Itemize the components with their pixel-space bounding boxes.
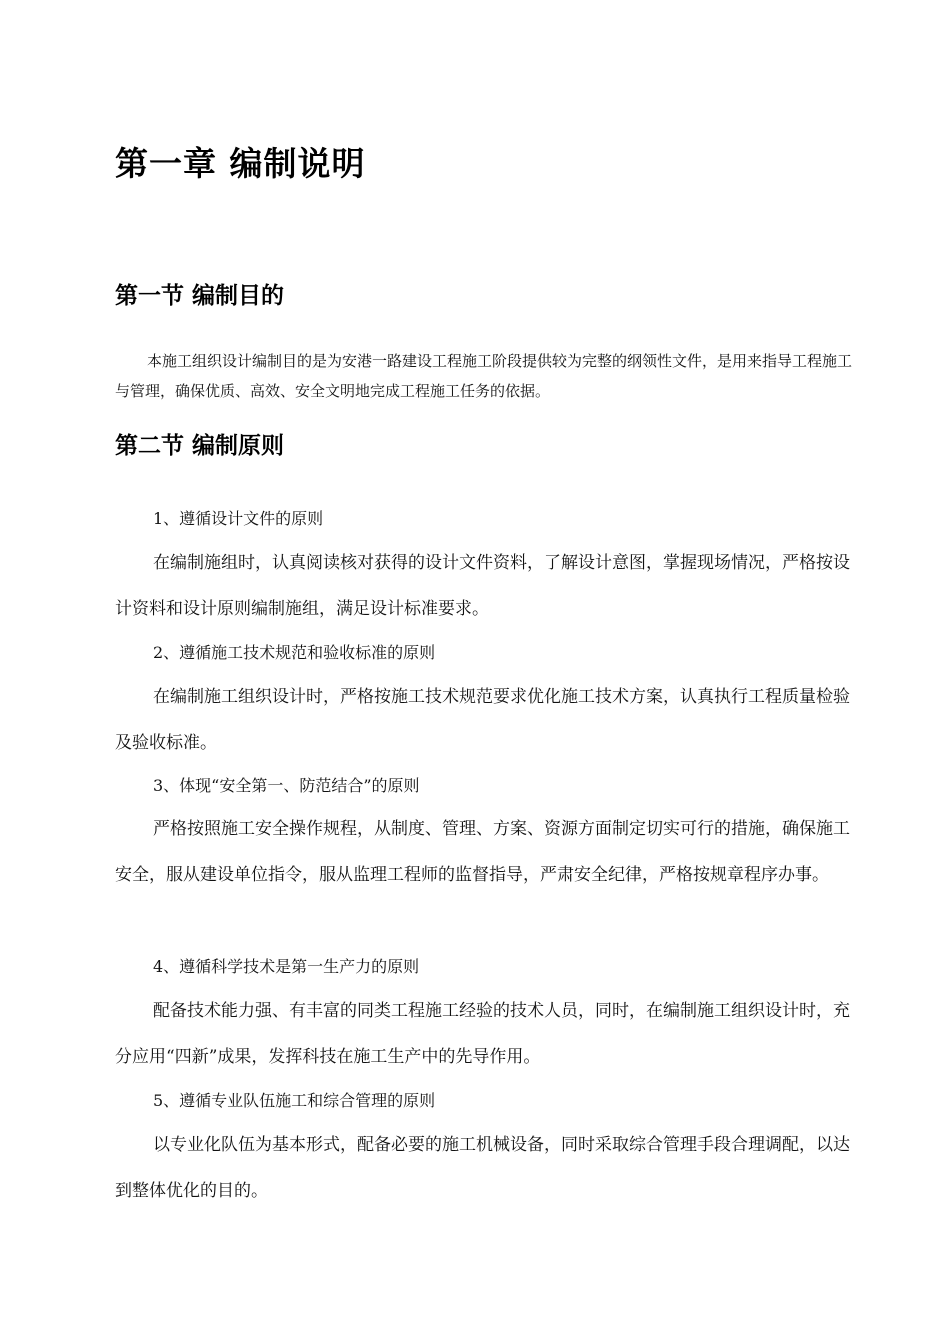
principle-body-2: 在编制施工组织设计时，严格按施工技术规范要求优化施工技术方案，认真执行工程质量检验及验收标准。 <box>115 687 850 753</box>
chapter-title: 第一章 编制说明 <box>115 144 366 183</box>
principle-heading-3: 3、体现“安全第一、防范结合”的原则 <box>153 776 420 795</box>
principle-heading-4: 4、遵循科学技术是第一生产力的原则 <box>153 957 420 976</box>
principle-heading-5: 5、遵循专业队伍施工和综合管理的原则 <box>153 1091 436 1110</box>
principle-body-4: 配备技术能力强、有丰富的同类工程施工经验的技术人员，同时，在编制施工组织设计时，充分应用“四新”成果，发挥科技在施工生产中的先导作用。 <box>115 1001 850 1067</box>
purpose-paragraph: 本施工组织设计编制目的是为安港一路建设工程施工阶段提供较为完整的纲领性文件，是用来指导工程施工与管理，确保优质、高效、安全文明地完成工程施工任务的依据。 <box>115 352 853 400</box>
principle-heading-2: 2、遵循施工技术规范和验收标准的原则 <box>153 643 436 662</box>
section-title-principles: 第二节 编制原则 <box>115 433 285 459</box>
principle-body-3: 严格按照施工安全操作规程，从制度、管理、方案、资源方面制定切实可行的措施，确保施工安全，服从建设单位指令，服从监理工程师的监督指导，严肃安全纪律，严格按规章程序办事。 <box>115 819 850 885</box>
principle-body-1: 在编制施组时，认真阅读核对获得的设计文件资料，了解设计意图，掌握现场情况，严格按设计资料和设计原则编制施组，满足设计标准要求。 <box>115 553 850 619</box>
section-title-purpose: 第一节 编制目的 <box>115 283 285 309</box>
principle-heading-1: 1、遵循设计文件的原则 <box>153 509 324 528</box>
principle-body-5: 以专业化队伍为基本形式，配备必要的施工机械设备，同时采取综合管理手段合理调配，以达到整体优化的目的。 <box>115 1135 850 1201</box>
